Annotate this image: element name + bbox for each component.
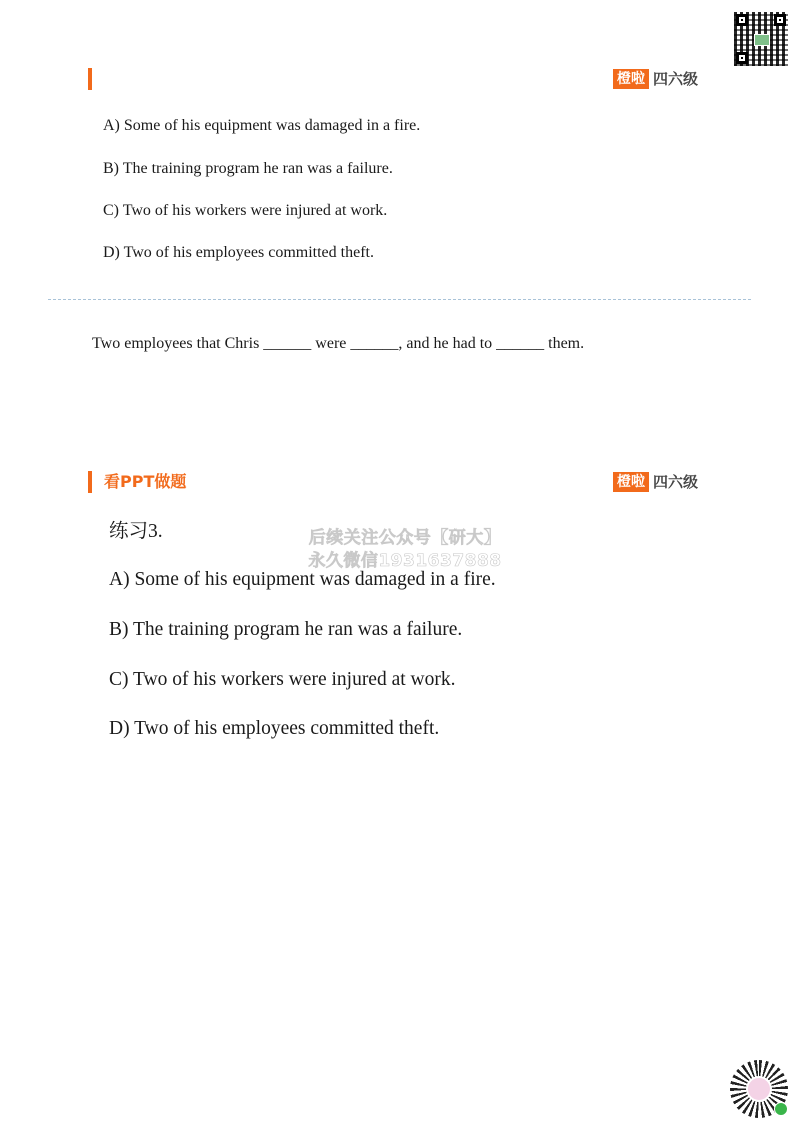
watermark-line-1: 后续关注公众号【研大】 xyxy=(308,528,502,548)
option-a: A) Some of his equipment was damaged in a fire. xyxy=(103,117,421,134)
watermark-line-2: 永久微信1931637888 xyxy=(308,551,502,571)
brand-logo-box: 橙啦 xyxy=(613,69,649,89)
fill-in-sentence: Two employees that Chris ______ were ______, and he had to ______ them. xyxy=(92,335,585,352)
brand-logo xyxy=(613,472,698,492)
section-title: 看PPT做题 xyxy=(104,472,187,491)
option-d: D) Two of his employees committed theft. xyxy=(103,244,374,261)
section-accent-bar xyxy=(88,471,92,493)
brand-logo xyxy=(613,69,698,89)
option-b: B) The training program he ran was a failure. xyxy=(109,619,463,640)
brand-logo-box: 橙啦 xyxy=(613,472,649,492)
exercise-label: 练习3. xyxy=(109,521,163,542)
option-c: C) Two of his workers were injured at work. xyxy=(103,202,388,219)
option-b: B) The training program he ran was a failure. xyxy=(103,160,393,177)
section-accent-bar xyxy=(88,68,92,90)
qr-code-icon xyxy=(734,12,788,66)
option-c: C) Two of his workers were injured at work. xyxy=(109,669,456,690)
brand-logo-text: 四六级 xyxy=(653,70,699,88)
option-a: A) Some of his equipment was damaged in a fire. xyxy=(109,569,496,590)
option-d: D) Two of his employees committed theft. xyxy=(109,718,440,739)
brand-logo-text: 四六级 xyxy=(653,473,699,491)
section-divider xyxy=(48,299,751,300)
mini-program-code-icon xyxy=(730,1060,788,1118)
